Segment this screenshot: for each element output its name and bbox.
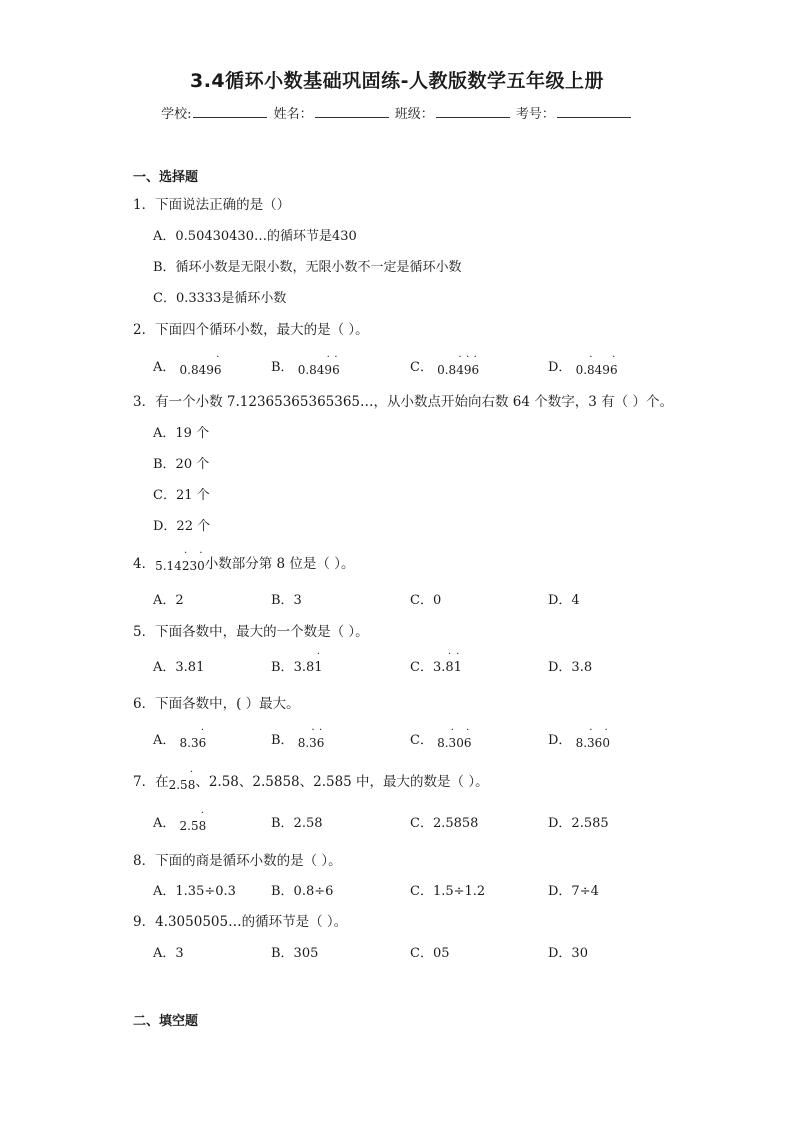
question-6-option-c[interactable]: C． 8.3 ˙06 ˙ [410, 729, 471, 748]
option-label: D． [548, 733, 572, 748]
number-blank[interactable] [557, 105, 631, 118]
question-1-option-c[interactable]: C．0.3333是循环小数 [153, 291, 287, 306]
option-label: A． [153, 360, 176, 375]
question-9-stem: 9．4.3050505…的循环节是（ ）。 [133, 914, 348, 930]
question-7-option-d[interactable]: D．2.585 [548, 816, 609, 831]
question-2-option-c[interactable]: C． 0.84 ˙9 ˙6 ˙ [410, 356, 479, 375]
question-5-stem: 5．下面各数中，最大的一个数是（ ）。 [133, 624, 369, 640]
question-4-stem: 4．5.142 ˙30 ˙小数部分第 8 位是（ ）。 [133, 552, 354, 572]
school-blank[interactable] [193, 105, 267, 118]
question-4-option-c[interactable]: C．0 [410, 593, 442, 608]
question-7-option-b[interactable]: B．2.58 [271, 816, 323, 831]
school-label: 学校: [161, 107, 192, 122]
number-label: 考号： [515, 107, 555, 122]
question-4-option-a[interactable]: A．2 [153, 593, 184, 608]
question-text: 7．在 [133, 774, 169, 790]
question-7-stem: 7．在2.58 ˙、2.58、2.5858、2.585 中，最大的数是（ ）。 [133, 770, 489, 790]
option-label: D． [548, 360, 572, 375]
option-label: B． [271, 660, 294, 675]
option-label: B． [271, 360, 294, 375]
section-choice: 一、选择题 [133, 170, 199, 185]
question-9-option-a[interactable]: A．3 [153, 946, 184, 961]
page-title: 3.4循环小数基础巩固练-人教版数学五年级上册 [189, 70, 605, 92]
question-8-option-a[interactable]: A．1.35÷0.3 [153, 884, 236, 899]
option-label: C． [410, 733, 433, 748]
question-1-option-a[interactable]: A．0.50430430…的循环节是430 [153, 229, 357, 244]
question-number: 4． [133, 556, 156, 572]
question-3-option-a[interactable]: A．19 个 [153, 426, 210, 441]
question-2-option-a[interactable]: A． 0.8496 ˙ [153, 356, 222, 375]
question-text: 小数部分第 8 位是（ ）。 [204, 556, 355, 572]
question-5-option-b[interactable]: B．3.81 ˙ [271, 656, 323, 675]
class-label: 班级： [394, 107, 434, 122]
question-8-option-d[interactable]: D．7÷4 [548, 884, 599, 899]
question-2-stem: 2．下面四个循环小数，最大的是（ ）。 [133, 322, 369, 338]
question-5-option-d[interactable]: D．3.8 [548, 660, 593, 675]
question-9-option-d[interactable]: D．30 [548, 946, 588, 961]
question-2-option-b[interactable]: B． 0.849 ˙6 ˙ [271, 356, 340, 375]
question-5-option-a[interactable]: A．3.81 [153, 660, 205, 675]
question-4-option-b[interactable]: B．3 [271, 593, 302, 608]
question-text: 、2.58、2.5858、2.585 中，最大的数是（ ）。 [195, 774, 489, 790]
question-9-option-b[interactable]: B．305 [271, 946, 319, 961]
question-7-option-a[interactable]: A． 2.58 ˙ [153, 812, 206, 831]
class-blank[interactable] [436, 105, 510, 118]
question-6-option-a[interactable]: A． 8.36 ˙ [153, 729, 206, 748]
question-8-option-c[interactable]: C．1.5÷1.2 [410, 884, 486, 899]
option-label: C． [410, 360, 433, 375]
question-8-option-b[interactable]: B．0.8÷6 [271, 884, 334, 899]
question-1-stem: 1．下面说法正确的是（） [133, 197, 291, 213]
question-3-stem: 3．有一个小数 7.12365365365365…，从小数点开始向右数 64 个数字，3 有（ ）个。 [133, 394, 673, 410]
option-label: A． [153, 733, 176, 748]
name-blank[interactable] [315, 105, 389, 118]
question-3-option-b[interactable]: B．20 个 [153, 457, 210, 472]
question-6-stem: 6．下面各数中，( ）最大。 [133, 696, 300, 712]
question-9-option-c[interactable]: C．05 [410, 946, 450, 961]
question-8-stem: 8．下面的商是循环小数的是（ ）。 [133, 853, 342, 869]
name-label: 姓名： [273, 107, 313, 122]
question-4-option-d[interactable]: D．4 [548, 593, 580, 608]
question-6-option-b[interactable]: B． 8.3 ˙6 ˙ [271, 729, 324, 748]
question-7-option-c[interactable]: C．2.5858 [410, 816, 479, 831]
option-label: B． [271, 733, 294, 748]
section-fill-blank: 二、填空题 [133, 1014, 199, 1029]
question-5-option-c[interactable]: C．3.8 ˙1 ˙ [410, 656, 462, 675]
question-6-option-d[interactable]: D． 8.3 ˙60 ˙ [548, 729, 610, 748]
question-2-option-d[interactable]: D． 0.8 ˙496 ˙ [548, 356, 618, 375]
question-3-option-c[interactable]: C．21 个 [153, 488, 210, 503]
question-3-option-d[interactable]: D．22 个 [153, 519, 211, 534]
question-1-option-b[interactable]: B．循环小数是无限小数，无限小数不一定是循环小数 [153, 260, 462, 275]
option-label: A． [153, 816, 176, 831]
option-label: C． [410, 660, 433, 675]
student-info-line [0, 103, 794, 122]
